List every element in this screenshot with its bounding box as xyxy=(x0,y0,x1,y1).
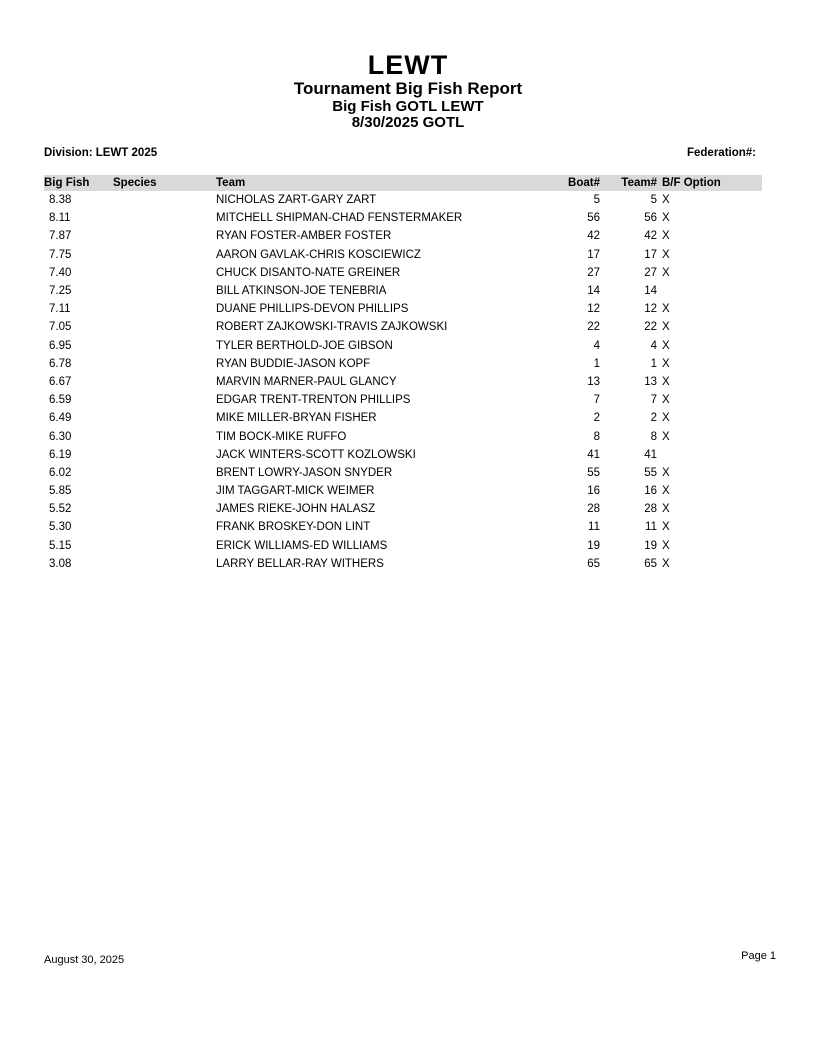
cell-team-num: 2 xyxy=(650,412,657,425)
table-row xyxy=(44,427,762,445)
column-header-big-fish: Big Fish xyxy=(44,177,90,189)
cell-bf-option: X xyxy=(662,430,670,443)
cell-team-num: 65 xyxy=(644,557,657,570)
cell-boat: 13 xyxy=(587,375,600,388)
cell-team-num: 56 xyxy=(644,212,657,225)
cell-bf-option: X xyxy=(662,394,670,407)
cell-team-num: 4 xyxy=(650,339,657,352)
cell-team: DUANE PHILLIPS-DEVON PHILLIPS xyxy=(216,303,409,316)
cell-bf-option: X xyxy=(662,248,670,261)
table-row xyxy=(44,391,762,409)
cell-boat: 8 xyxy=(593,430,600,443)
cell-team-num: 5 xyxy=(650,194,657,207)
table-row xyxy=(44,446,762,464)
federation-label: Federation#: xyxy=(686,147,756,159)
cell-team: MITCHELL SHIPMAN-CHAD FENSTERMAKER xyxy=(216,212,463,225)
cell-boat: 12 xyxy=(587,303,600,316)
table-header-row xyxy=(44,175,762,191)
cell-big-fish: 7.11 xyxy=(49,303,71,316)
table-row xyxy=(44,264,762,282)
table-row xyxy=(44,355,762,373)
cell-bf-option: X xyxy=(662,212,670,225)
cell-team-num: 55 xyxy=(644,466,657,479)
cell-bf-option: X xyxy=(662,339,670,352)
cell-boat: 56 xyxy=(587,212,600,225)
cell-boat: 27 xyxy=(587,266,600,279)
report-subtitle: Tournament Big Fish Report xyxy=(293,79,523,98)
cell-team: RYAN BUDDIE-JASON KOPF xyxy=(216,357,371,370)
cell-big-fish: 5.52 xyxy=(49,503,72,516)
cell-big-fish: 8.11 xyxy=(49,212,71,225)
cell-boat: 7 xyxy=(593,394,600,407)
column-header-species: Species xyxy=(113,177,157,189)
table-row xyxy=(44,464,762,482)
cell-bf-option: X xyxy=(662,194,670,207)
cell-boat: 19 xyxy=(587,539,600,552)
cell-boat: 5 xyxy=(593,194,600,207)
cell-team: TYLER BERTHOLD-JOE GIBSON xyxy=(216,339,393,352)
cell-big-fish: 7.87 xyxy=(49,230,72,243)
cell-boat: 22 xyxy=(587,321,600,334)
cell-boat: 14 xyxy=(587,285,600,298)
cell-team: CHUCK DISANTO-NATE GREINER xyxy=(216,266,401,279)
table-row xyxy=(44,337,762,355)
cell-boat: 65 xyxy=(587,557,600,570)
cell-team: EDGAR TRENT-TRENTON PHILLIPS xyxy=(216,394,411,407)
cell-bf-option: X xyxy=(662,321,670,334)
cell-team: FRANK BROSKEY-DON LINT xyxy=(216,521,371,534)
table-row xyxy=(44,555,762,573)
cell-bf-option: X xyxy=(662,303,670,316)
cell-team-num: 27 xyxy=(644,266,657,279)
cell-boat: 11 xyxy=(588,521,600,534)
cell-bf-option: X xyxy=(662,485,670,498)
cell-big-fish: 6.49 xyxy=(49,412,72,425)
column-header-boat: Boat# xyxy=(568,177,600,189)
cell-team-num: 7 xyxy=(650,394,657,407)
table-row xyxy=(44,227,762,245)
cell-big-fish: 6.19 xyxy=(49,448,72,461)
cell-big-fish: 7.25 xyxy=(49,285,72,298)
cell-boat: 55 xyxy=(587,466,600,479)
cell-bf-option: X xyxy=(662,466,670,479)
cell-team-num: 12 xyxy=(644,303,657,316)
cell-boat: 2 xyxy=(593,412,600,425)
cell-team-num: 14 xyxy=(644,285,657,298)
cell-team: AARON GAVLAK-CHRIS KOSCIEWICZ xyxy=(216,248,421,261)
cell-big-fish: 7.75 xyxy=(49,248,72,261)
cell-team: JAMES RIEKE-JOHN HALASZ xyxy=(216,503,376,516)
cell-boat: 41 xyxy=(587,448,600,461)
cell-team: JIM TAGGART-MICK WEIMER xyxy=(216,485,375,498)
cell-big-fish: 3.08 xyxy=(49,557,72,570)
report-header xyxy=(0,52,816,132)
cell-team-num: 28 xyxy=(644,503,657,516)
cell-big-fish: 6.95 xyxy=(49,339,72,352)
cell-boat: 4 xyxy=(593,339,600,352)
cell-team-num: 22 xyxy=(644,321,657,334)
meta-row xyxy=(44,147,756,159)
cell-bf-option: X xyxy=(662,266,670,279)
cell-boat: 17 xyxy=(587,248,600,261)
cell-bf-option: X xyxy=(662,539,670,552)
report-event-name: Big Fish GOTL LEWT xyxy=(332,97,484,115)
cell-bf-option: X xyxy=(662,375,670,388)
table-row xyxy=(44,373,762,391)
cell-team: BRENT LOWRY-JASON SNYDER xyxy=(216,466,393,479)
cell-team-num: 13 xyxy=(644,375,657,388)
table-row xyxy=(44,246,762,264)
cell-boat: 16 xyxy=(587,485,600,498)
cell-bf-option: X xyxy=(662,357,670,370)
table-row xyxy=(44,500,762,518)
report-title: LEWT xyxy=(367,50,449,80)
cell-team-num: 16 xyxy=(644,485,657,498)
cell-big-fish: 6.59 xyxy=(49,394,72,407)
table-row xyxy=(44,518,762,536)
cell-team-num: 11 xyxy=(645,521,657,534)
cell-team: BILL ATKINSON-JOE TENEBRIA xyxy=(216,285,387,298)
cell-big-fish: 6.30 xyxy=(49,430,72,443)
table-row xyxy=(44,282,762,300)
cell-big-fish: 7.40 xyxy=(49,266,72,279)
table-row xyxy=(44,318,762,336)
table-row xyxy=(44,537,762,555)
cell-big-fish: 6.67 xyxy=(49,375,72,388)
cell-team: MIKE MILLER-BRYAN FISHER xyxy=(216,412,377,425)
cell-big-fish: 5.85 xyxy=(49,485,72,498)
cell-bf-option: X xyxy=(662,412,670,425)
cell-big-fish: 6.78 xyxy=(49,357,72,370)
cell-big-fish: 6.02 xyxy=(49,466,72,479)
cell-team-num: 42 xyxy=(644,230,657,243)
cell-team: JACK WINTERS-SCOTT KOZLOWSKI xyxy=(216,448,416,461)
cell-boat: 42 xyxy=(587,230,600,243)
cell-team-num: 1 xyxy=(650,357,657,370)
cell-team: ERICK WILLIAMS-ED WILLIAMS xyxy=(216,539,388,552)
cell-bf-option: X xyxy=(662,503,670,516)
cell-big-fish: 5.15 xyxy=(49,539,72,552)
footer-page-number: Page 1 xyxy=(741,950,776,962)
cell-team: ROBERT ZAJKOWSKI-TRAVIS ZAJKOWSKI xyxy=(216,321,448,334)
column-header-bf-option: B/F Option xyxy=(662,177,721,189)
cell-team: TIM BOCK-MIKE RUFFO xyxy=(216,430,347,443)
cell-team-num: 19 xyxy=(644,539,657,552)
cell-bf-option: X xyxy=(662,557,670,570)
cell-team-num: 41 xyxy=(644,448,657,461)
table-body xyxy=(44,191,762,573)
report-event-date: 8/30/2025 GOTL xyxy=(351,114,465,132)
footer-date: August 30, 2025 xyxy=(44,954,125,966)
cell-team-num: 8 xyxy=(650,430,657,443)
column-header-team: Team xyxy=(216,177,246,189)
cell-big-fish: 5.30 xyxy=(49,521,72,534)
cell-big-fish: 7.05 xyxy=(49,321,72,334)
table-row xyxy=(44,191,762,209)
big-fish-table xyxy=(44,175,762,573)
cell-team: LARRY BELLAR-RAY WITHERS xyxy=(216,557,384,570)
table-row xyxy=(44,482,762,500)
cell-team: MARVIN MARNER-PAUL GLANCY xyxy=(216,375,397,388)
cell-bf-option: X xyxy=(662,230,670,243)
cell-boat: 1 xyxy=(593,357,600,370)
column-header-team-num: Team# xyxy=(621,177,657,189)
cell-bf-option: X xyxy=(662,521,670,534)
cell-team-num: 17 xyxy=(644,248,657,261)
table-row xyxy=(44,300,762,318)
division-label: Division: LEWT 2025 xyxy=(44,147,158,159)
cell-team: RYAN FOSTER-AMBER FOSTER xyxy=(216,230,392,243)
cell-team: NICHOLAS ZART-GARY ZART xyxy=(216,194,377,207)
cell-big-fish: 8.38 xyxy=(49,194,72,207)
cell-boat: 28 xyxy=(587,503,600,516)
table-row xyxy=(44,209,762,227)
table-row xyxy=(44,409,762,427)
